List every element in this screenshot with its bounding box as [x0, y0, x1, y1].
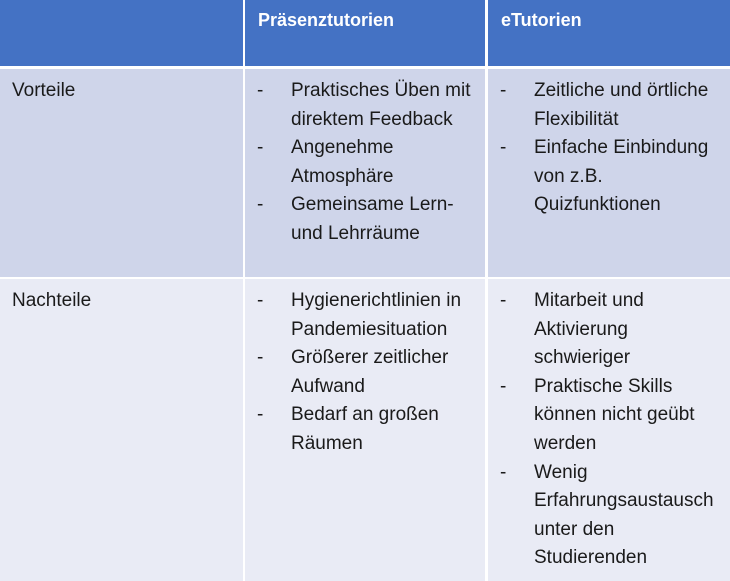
list-item — [251, 344, 477, 401]
bullet-dash: - — [500, 80, 507, 101]
cell-vorteile-praesenz — [245, 69, 485, 277]
bullet-dash: - — [257, 137, 264, 159]
list-item-text: Größerer zeitlicher Aufwand — [291, 347, 449, 397]
column-title-etutorien: eTutorien — [501, 10, 582, 30]
bullet-list — [251, 77, 477, 249]
bullet-dash: - — [257, 347, 264, 369]
row-label-vorteile: Vorteile — [12, 80, 76, 101]
cell-nachteile-etutorien — [488, 279, 730, 581]
list-item-text: Gemeinsame Lern- und Lehrräume — [291, 194, 454, 244]
bullet-list — [494, 77, 722, 220]
list-item — [251, 287, 477, 344]
row-label-cell-vorteile — [0, 69, 243, 277]
list-item — [251, 134, 477, 191]
bullet-dash: - — [257, 290, 264, 311]
list-item — [251, 191, 477, 248]
column-title-praesenztutorien: Präsenztutorien — [258, 10, 395, 30]
list-item — [494, 134, 722, 220]
list-item-text: Einfache Einbindung von z.B. Quizfunktionen — [534, 137, 709, 216]
list-item — [494, 373, 722, 459]
bullet-dash: - — [257, 194, 264, 216]
row-label-nachteile: Nachteile — [12, 290, 92, 311]
list-item-text: Mitarbeit und Aktivierung schwieriger — [534, 290, 644, 369]
row-label-cell-nachteile — [0, 279, 243, 581]
list-item-text: Angenehme Atmosphäre — [291, 137, 394, 187]
bullet-dash: - — [257, 404, 264, 426]
cell-vorteile-etutorien — [488, 69, 730, 277]
header-praesenztutorien — [245, 0, 485, 66]
list-item — [494, 287, 722, 373]
header-corner-cell — [0, 0, 243, 66]
bullet-list — [251, 287, 477, 459]
bullet-dash: - — [500, 290, 507, 311]
list-item — [494, 459, 722, 573]
list-item — [251, 77, 477, 134]
header-etutorien — [488, 0, 730, 66]
bullet-list — [494, 287, 722, 573]
bullet-dash: - — [500, 137, 507, 159]
list-item-text: Hygienerichtlinien in Pandemiesituation — [291, 290, 462, 340]
list-item — [494, 77, 722, 134]
list-item-text: Praktische Skills können nicht geübt werden — [534, 375, 695, 454]
cell-nachteile-praesenz — [245, 279, 485, 581]
list-item — [251, 401, 477, 458]
bullet-dash: - — [500, 461, 507, 483]
list-item-text: Wenig Erfahrungsaustausch unter den Studierenden — [534, 461, 714, 569]
list-item-text: Zeitliche und örtliche Flexibilität — [534, 80, 709, 130]
bullet-dash: - — [500, 375, 507, 397]
list-item-text: Bedarf an großen Räumen — [291, 404, 439, 454]
header-corner-text — [0, 0, 243, 10]
list-item-text: Praktisches Üben mit direktem Feedback — [291, 80, 471, 130]
bullet-dash: - — [257, 80, 264, 101]
